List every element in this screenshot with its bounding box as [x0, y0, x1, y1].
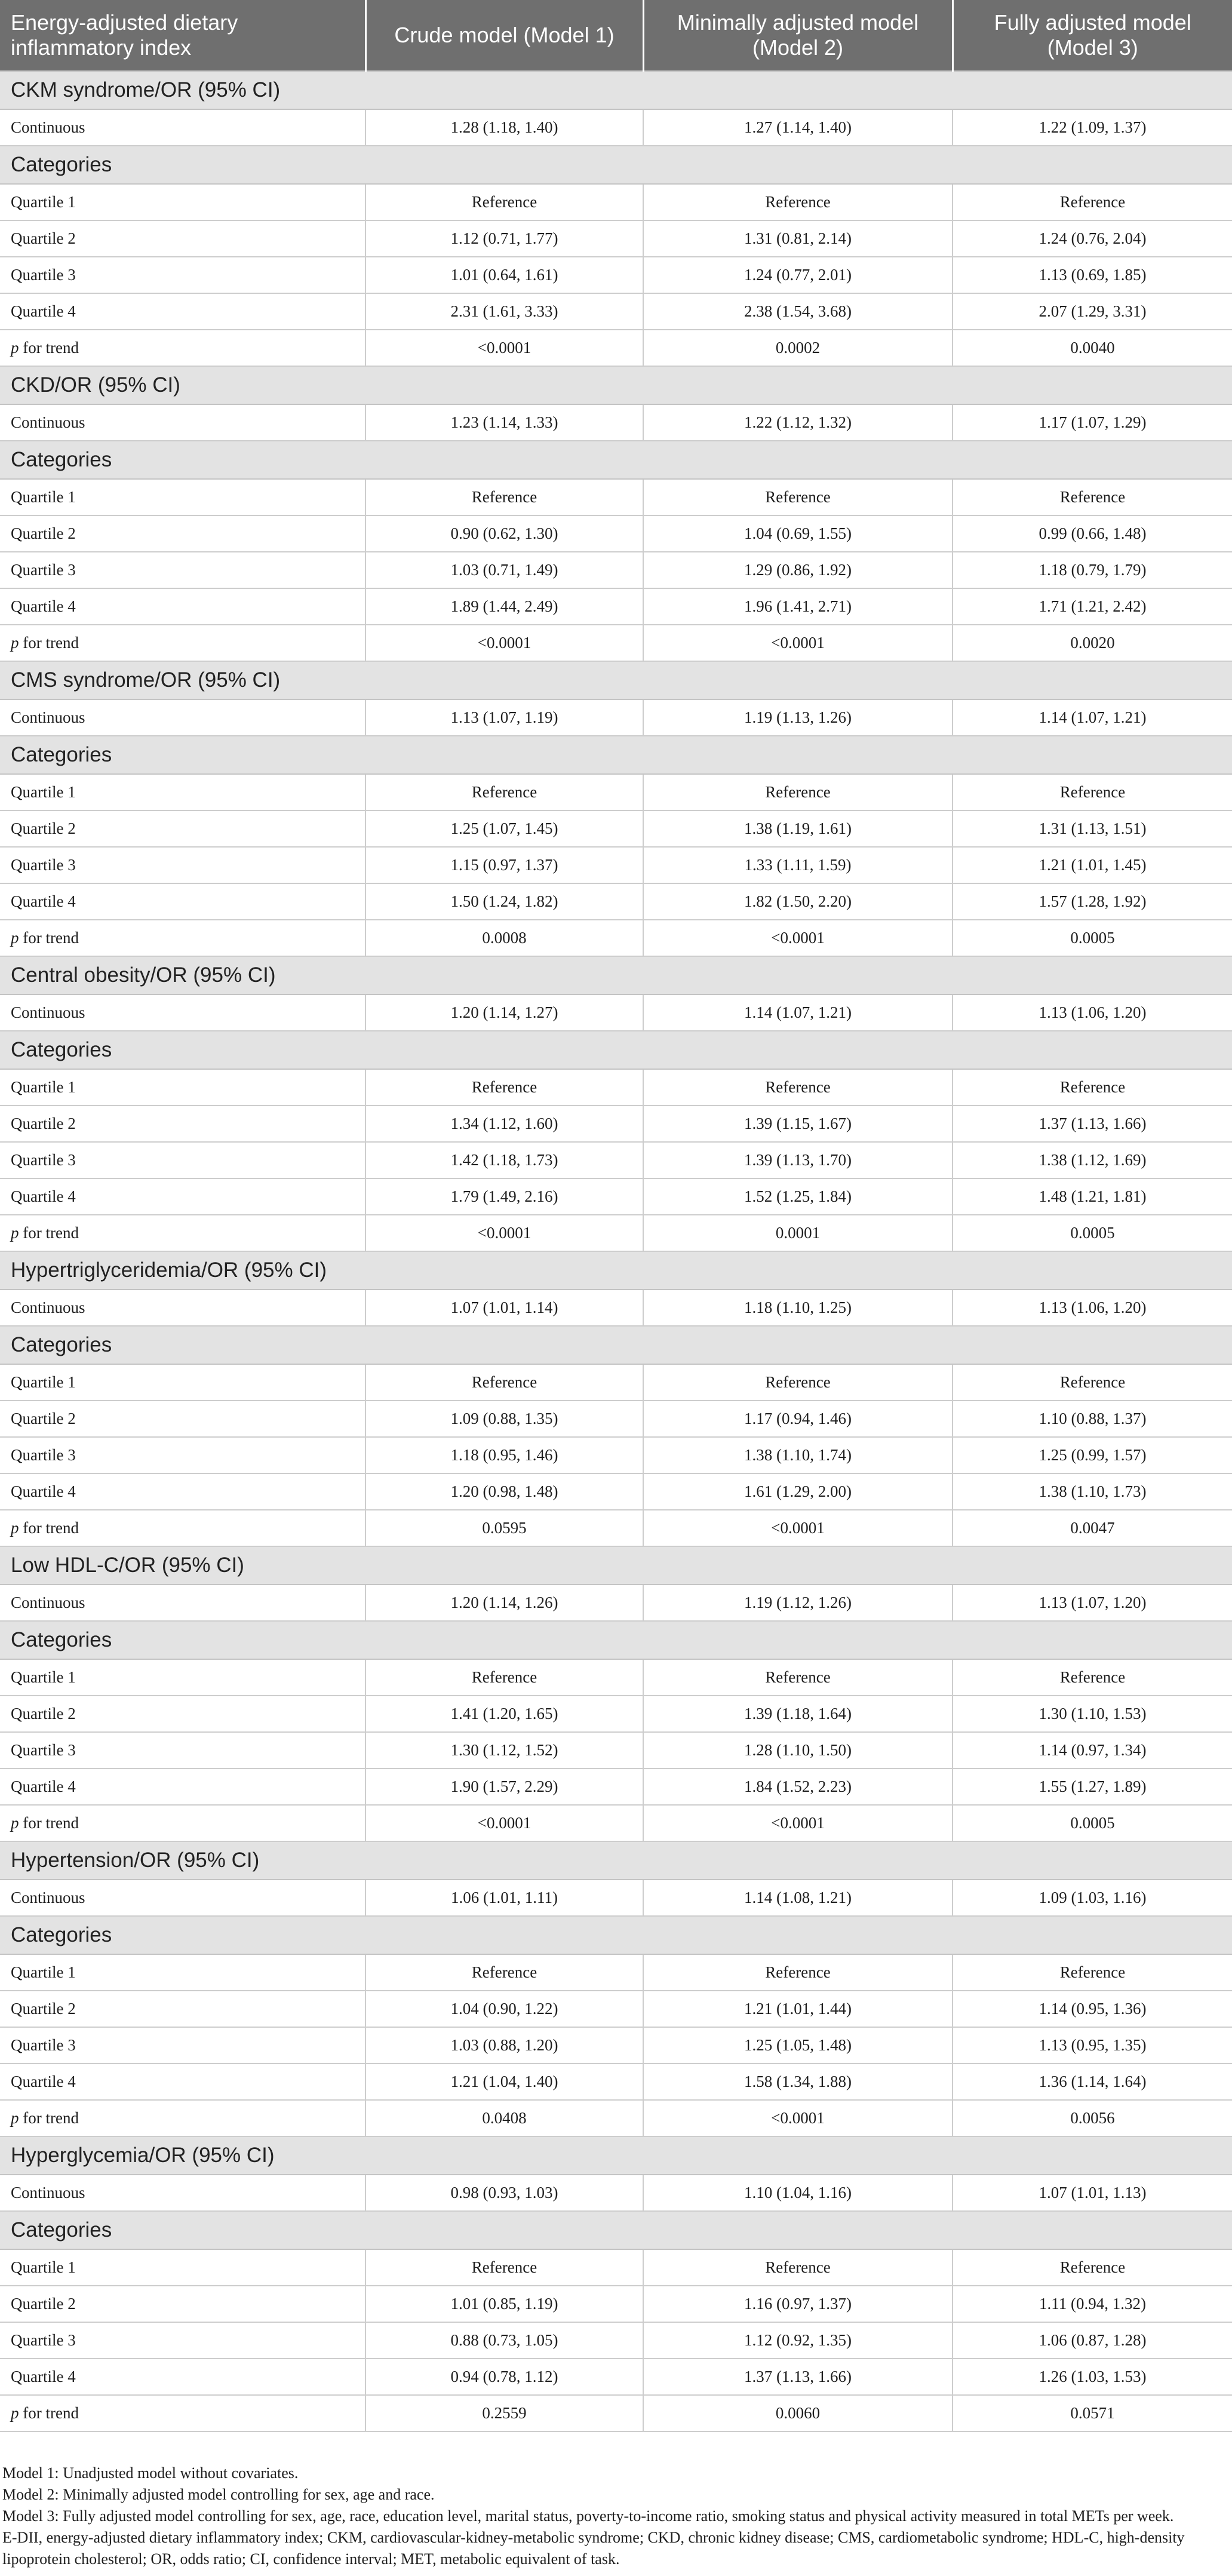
row-label: Continuous	[0, 1289, 365, 1326]
categories-label: Categories	[0, 441, 1232, 479]
table-cell: 1.24 (0.76, 2.04)	[953, 220, 1232, 257]
section-header	[0, 1841, 1232, 1880]
table-row	[0, 847, 1232, 883]
row-label: Continuous	[0, 699, 365, 736]
table-row	[0, 1106, 1232, 1142]
table-cell: 1.84 (1.52, 2.23)	[643, 1768, 953, 1805]
row-label: Quartile 1	[0, 1069, 365, 1106]
table-row	[0, 1768, 1232, 1805]
table-cell: 1.31 (1.13, 1.51)	[953, 810, 1232, 847]
categories-header	[0, 1031, 1232, 1069]
table-cell: 1.17 (1.07, 1.29)	[953, 404, 1232, 441]
table-row	[0, 994, 1232, 1031]
table-cell: 1.82 (1.50, 2.20)	[643, 883, 953, 920]
table-row	[0, 1401, 1232, 1437]
p-symbol: p	[11, 339, 19, 357]
table-row	[0, 293, 1232, 330]
table-cell: 1.14 (1.08, 1.21)	[643, 1880, 953, 1916]
table-cell: 1.33 (1.11, 1.59)	[643, 847, 953, 883]
section-title: CKD/OR (95% CI)	[0, 366, 1232, 404]
table-cell: 1.13 (1.07, 1.19)	[365, 699, 643, 736]
table-cell: 1.41 (1.20, 1.65)	[365, 1696, 643, 1732]
table-row	[0, 2359, 1232, 2395]
table-cell: 1.14 (1.07, 1.21)	[953, 699, 1232, 736]
row-label: Quartile 4	[0, 2359, 365, 2395]
table-cell: Reference	[953, 1659, 1232, 1696]
row-label: Quartile 3	[0, 2322, 365, 2359]
categories-label: Categories	[0, 2211, 1232, 2249]
table-cell: <0.0001	[365, 330, 643, 366]
table-cell: 1.07 (1.01, 1.13)	[953, 2175, 1232, 2211]
table-cell: <0.0001	[365, 625, 643, 661]
table-cell: 1.23 (1.14, 1.33)	[365, 404, 643, 441]
table-cell: Reference	[643, 774, 953, 810]
table-cell: 1.37 (1.13, 1.66)	[643, 2359, 953, 2395]
table-cell: Reference	[365, 1659, 643, 1696]
table-cell: 1.13 (0.69, 1.85)	[953, 257, 1232, 293]
table-cell: 0.0595	[365, 1510, 643, 1546]
table-cell: 0.0001	[643, 1215, 953, 1251]
table-cell: 1.04 (0.69, 1.55)	[643, 515, 953, 552]
table-cell: 1.57 (1.28, 1.92)	[953, 883, 1232, 920]
table-cell: <0.0001	[365, 1215, 643, 1251]
section-title: Low HDL-C/OR (95% CI)	[0, 1546, 1232, 1585]
table-cell: 1.15 (0.97, 1.37)	[365, 847, 643, 883]
table-cell: 1.25 (1.05, 1.48)	[643, 2027, 953, 2064]
p-trend-label: for trend	[23, 1224, 79, 1242]
section-title: Central obesity/OR (95% CI)	[0, 956, 1232, 994]
categories-label: Categories	[0, 1916, 1232, 1954]
section-header	[0, 366, 1232, 404]
row-label: Continuous	[0, 404, 365, 441]
table-cell: Reference	[365, 184, 643, 220]
table-cell: 1.21 (1.04, 1.40)	[365, 2064, 643, 2100]
table-cell: Reference	[953, 184, 1232, 220]
table-cell: <0.0001	[643, 625, 953, 661]
table-cell: 1.22 (1.12, 1.32)	[643, 404, 953, 441]
row-label: Quartile 2	[0, 515, 365, 552]
categories-label: Categories	[0, 146, 1232, 184]
table-cell: 1.55 (1.27, 1.89)	[953, 1768, 1232, 1805]
table-cell: 1.18 (0.95, 1.46)	[365, 1437, 643, 1473]
table-cell: 0.0047	[953, 1510, 1232, 1546]
row-label	[0, 2395, 365, 2431]
table-cell: 1.36 (1.14, 1.64)	[953, 2064, 1232, 2100]
row-label: Continuous	[0, 109, 365, 146]
categories-header	[0, 736, 1232, 774]
table-cell: 1.30 (1.12, 1.52)	[365, 1732, 643, 1768]
row-label: Continuous	[0, 1880, 365, 1916]
table-cell: 2.38 (1.54, 3.68)	[643, 293, 953, 330]
table-cell: Reference	[643, 479, 953, 515]
table-cell: Reference	[643, 1954, 953, 1991]
row-label: Quartile 1	[0, 774, 365, 810]
row-label: Quartile 4	[0, 1473, 365, 1510]
table-cell: 0.0005	[953, 1215, 1232, 1251]
table-cell: 0.0571	[953, 2395, 1232, 2431]
table-cell: 1.31 (0.81, 2.14)	[643, 220, 953, 257]
table-cell: 1.96 (1.41, 2.71)	[643, 588, 953, 625]
table-cell: 1.20 (0.98, 1.48)	[365, 1473, 643, 1510]
row-label	[0, 1510, 365, 1546]
section-header	[0, 956, 1232, 994]
row-label: Quartile 3	[0, 1437, 365, 1473]
row-label	[0, 2100, 365, 2136]
p-symbol: p	[11, 929, 19, 947]
section-header	[0, 661, 1232, 699]
table-cell: 0.0002	[643, 330, 953, 366]
p-trend-row	[0, 330, 1232, 366]
table-cell: 1.13 (1.06, 1.20)	[953, 1289, 1232, 1326]
table-row	[0, 774, 1232, 810]
table-cell: Reference	[953, 774, 1232, 810]
row-label: Quartile 1	[0, 184, 365, 220]
table-cell: 0.0056	[953, 2100, 1232, 2136]
table-cell: 1.13 (1.07, 1.20)	[953, 1585, 1232, 1621]
table-row	[0, 1364, 1232, 1401]
table-cell: Reference	[643, 1364, 953, 1401]
categories-header	[0, 1621, 1232, 1659]
table-row	[0, 1954, 1232, 1991]
table-cell: <0.0001	[643, 1510, 953, 1546]
table-cell: 1.28 (1.10, 1.50)	[643, 1732, 953, 1768]
row-label: Quartile 2	[0, 1991, 365, 2027]
categories-header	[0, 441, 1232, 479]
table-cell: 1.12 (0.92, 1.35)	[643, 2322, 953, 2359]
table-row	[0, 2286, 1232, 2322]
p-trend-row	[0, 625, 1232, 661]
table-cell: 2.07 (1.29, 3.31)	[953, 293, 1232, 330]
table-cell: 1.25 (0.99, 1.57)	[953, 1437, 1232, 1473]
table-cell: 1.19 (1.13, 1.26)	[643, 699, 953, 736]
row-label: Quartile 1	[0, 1364, 365, 1401]
table-header	[0, 0, 1232, 71]
row-label: Quartile 4	[0, 1768, 365, 1805]
table-row	[0, 699, 1232, 736]
section-header	[0, 1251, 1232, 1289]
table-cell: Reference	[643, 184, 953, 220]
table-row	[0, 1289, 1232, 1326]
table-row	[0, 1696, 1232, 1732]
table-cell: <0.0001	[365, 1805, 643, 1841]
row-label: Quartile 3	[0, 2027, 365, 2064]
table-cell: 0.90 (0.62, 1.30)	[365, 515, 643, 552]
table-row	[0, 1991, 1232, 2027]
header-model-1: Crude model (Model 1)	[365, 0, 643, 71]
footnote: E-DII, energy-adjusted dietary inflammatory index; CKM, cardiovascular-kidney-metabolic syndrome; CKD, chronic kidney disease; CMS, cardiometabolic syndrome; HDL-C, high-density lipoprotein cholesterol; OR, odds ratio; CI, confidence interval; MET, metabolic equivalent of task.	[2, 2529, 1185, 2568]
table-row	[0, 109, 1232, 146]
table-cell: Reference	[643, 1659, 953, 1696]
table-cell: 1.20 (1.14, 1.27)	[365, 994, 643, 1031]
table-row	[0, 1880, 1232, 1916]
table-cell: 1.21 (1.01, 1.44)	[643, 1991, 953, 2027]
table-cell: 0.0060	[643, 2395, 953, 2431]
p-symbol: p	[11, 1814, 19, 1832]
p-trend-row	[0, 920, 1232, 956]
footnote: Model 2: Minimally adjusted model controlling for sex, age and race.	[2, 2486, 435, 2503]
table-cell: 1.89 (1.44, 2.49)	[365, 588, 643, 625]
row-label: Quartile 2	[0, 1106, 365, 1142]
p-trend-label: for trend	[23, 2109, 79, 2127]
p-trend-row	[0, 1805, 1232, 1841]
row-label: Quartile 3	[0, 552, 365, 588]
section-title: CKM syndrome/OR (95% CI)	[0, 71, 1232, 109]
categories-header	[0, 146, 1232, 184]
table-cell: Reference	[365, 1364, 643, 1401]
table-cell: 1.37 (1.13, 1.66)	[953, 1106, 1232, 1142]
p-symbol: p	[11, 2404, 19, 2422]
section-title: Hypertriglyceridemia/OR (95% CI)	[0, 1251, 1232, 1289]
table-cell: Reference	[953, 1364, 1232, 1401]
row-label: Quartile 2	[0, 220, 365, 257]
table-cell: 1.38 (1.19, 1.61)	[643, 810, 953, 847]
categories-label: Categories	[0, 1326, 1232, 1364]
row-label: Quartile 1	[0, 1659, 365, 1696]
table-cell: 1.03 (0.88, 1.20)	[365, 2027, 643, 2064]
table-row	[0, 810, 1232, 847]
categories-label: Categories	[0, 1621, 1232, 1659]
table-cell: 0.88 (0.73, 1.05)	[365, 2322, 643, 2359]
table-cell: 1.38 (1.10, 1.73)	[953, 1473, 1232, 1510]
section-header	[0, 71, 1232, 109]
row-label: Quartile 4	[0, 2064, 365, 2100]
table-cell: 1.20 (1.14, 1.26)	[365, 1585, 643, 1621]
p-trend-label: for trend	[23, 2404, 79, 2422]
p-symbol: p	[11, 2109, 19, 2127]
table-cell: Reference	[953, 1069, 1232, 1106]
table-cell: 1.61 (1.29, 2.00)	[643, 1473, 953, 1510]
table-cell: Reference	[643, 1069, 953, 1106]
table-cell: Reference	[953, 1954, 1232, 1991]
p-trend-label: for trend	[23, 1814, 79, 1832]
table-cell: 1.04 (0.90, 1.22)	[365, 1991, 643, 2027]
table-cell: 1.42 (1.18, 1.73)	[365, 1142, 643, 1178]
table-row	[0, 1659, 1232, 1696]
p-trend-row	[0, 2395, 1232, 2431]
table-cell: Reference	[953, 479, 1232, 515]
section-title: CMS syndrome/OR (95% CI)	[0, 661, 1232, 699]
p-trend-label: for trend	[23, 929, 79, 947]
table-cell: 1.19 (1.12, 1.26)	[643, 1585, 953, 1621]
categories-header	[0, 1916, 1232, 1954]
row-label: Quartile 4	[0, 1178, 365, 1215]
table-row	[0, 257, 1232, 293]
row-label: Quartile 1	[0, 2249, 365, 2286]
table-cell: 1.90 (1.57, 2.29)	[365, 1768, 643, 1805]
table-cell: 0.98 (0.93, 1.03)	[365, 2175, 643, 2211]
row-label: Quartile 3	[0, 1732, 365, 1768]
table-row	[0, 1437, 1232, 1473]
p-trend-label: for trend	[23, 1519, 79, 1537]
table-cell: 1.09 (1.03, 1.16)	[953, 1880, 1232, 1916]
section-header	[0, 1546, 1232, 1585]
table-cell: 1.17 (0.94, 1.46)	[643, 1401, 953, 1437]
table-row	[0, 2249, 1232, 2286]
table-cell: <0.0001	[643, 1805, 953, 1841]
row-label	[0, 625, 365, 661]
row-label: Quartile 3	[0, 847, 365, 883]
row-label: Quartile 2	[0, 2286, 365, 2322]
table-cell: 1.01 (0.85, 1.19)	[365, 2286, 643, 2322]
table-cell: 1.27 (1.14, 1.40)	[643, 109, 953, 146]
table-cell: 0.0008	[365, 920, 643, 956]
footnote: Model 3: Fully adjusted model controlling for sex, age, race, education level, marital status, poverty-to-income ratio, smoking status and physical activity measured in total METs per week.	[2, 2507, 1174, 2525]
row-label: Continuous	[0, 994, 365, 1031]
table-cell: 1.25 (1.07, 1.45)	[365, 810, 643, 847]
table-cell: 0.94 (0.78, 1.12)	[365, 2359, 643, 2395]
table-row	[0, 2064, 1232, 2100]
table-cell: 0.99 (0.66, 1.48)	[953, 515, 1232, 552]
row-label	[0, 330, 365, 366]
table-cell: 1.14 (0.97, 1.34)	[953, 1732, 1232, 1768]
table-cell: 0.0005	[953, 1805, 1232, 1841]
categories-header	[0, 1326, 1232, 1364]
header-model-2: Minimally adjusted model (Model 2)	[643, 0, 953, 71]
table-body	[0, 71, 1232, 2431]
table-row	[0, 1142, 1232, 1178]
row-label: Quartile 4	[0, 883, 365, 920]
table-cell: <0.0001	[643, 920, 953, 956]
row-label: Quartile 3	[0, 1142, 365, 1178]
table-cell: Reference	[365, 1954, 643, 1991]
row-label: Quartile 1	[0, 479, 365, 515]
table-cell: 1.10 (0.88, 1.37)	[953, 1401, 1232, 1437]
section-header	[0, 2136, 1232, 2175]
row-label: Quartile 2	[0, 810, 365, 847]
table-cell: 1.18 (0.79, 1.79)	[953, 552, 1232, 588]
table-cell: Reference	[365, 1069, 643, 1106]
row-label	[0, 1215, 365, 1251]
table-cell: 1.29 (0.86, 1.92)	[643, 552, 953, 588]
table-cell: 1.38 (1.12, 1.69)	[953, 1142, 1232, 1178]
table-row	[0, 1069, 1232, 1106]
table-cell: Reference	[953, 2249, 1232, 2286]
table-cell: 1.14 (1.07, 1.21)	[643, 994, 953, 1031]
section-title: Hyperglycemia/OR (95% CI)	[0, 2136, 1232, 2175]
row-label: Continuous	[0, 2175, 365, 2211]
table-cell: 1.14 (0.95, 1.36)	[953, 1991, 1232, 2027]
table-cell: 1.39 (1.15, 1.67)	[643, 1106, 953, 1142]
table-cell: 1.07 (1.01, 1.14)	[365, 1289, 643, 1326]
table-row	[0, 883, 1232, 920]
table-cell: Reference	[365, 2249, 643, 2286]
table-cell: <0.0001	[643, 2100, 953, 2136]
table-row	[0, 479, 1232, 515]
categories-label: Categories	[0, 1031, 1232, 1069]
table-cell: 1.10 (1.04, 1.16)	[643, 2175, 953, 2211]
table-cell: 1.22 (1.09, 1.37)	[953, 109, 1232, 146]
table-cell: 1.06 (1.01, 1.11)	[365, 1880, 643, 1916]
row-label: Quartile 4	[0, 588, 365, 625]
table-row	[0, 184, 1232, 220]
section-title: Hypertension/OR (95% CI)	[0, 1841, 1232, 1880]
p-trend-row	[0, 1215, 1232, 1251]
table-cell: 1.03 (0.71, 1.49)	[365, 552, 643, 588]
table-cell: 1.30 (1.10, 1.53)	[953, 1696, 1232, 1732]
table-cell: 1.48 (1.21, 1.81)	[953, 1178, 1232, 1215]
p-trend-row	[0, 2100, 1232, 2136]
table-cell: Reference	[365, 479, 643, 515]
categories-label: Categories	[0, 736, 1232, 774]
table-cell: 1.79 (1.49, 2.16)	[365, 1178, 643, 1215]
table-cell: 1.24 (0.77, 2.01)	[643, 257, 953, 293]
p-symbol: p	[11, 1224, 19, 1242]
p-trend-row	[0, 1510, 1232, 1546]
row-label	[0, 1805, 365, 1841]
table-row	[0, 552, 1232, 588]
table-cell: 1.13 (1.06, 1.20)	[953, 994, 1232, 1031]
table-cell: 0.0020	[953, 625, 1232, 661]
table-cell: 0.0408	[365, 2100, 643, 2136]
footnotes	[0, 2463, 1221, 2570]
table-cell: Reference	[643, 2249, 953, 2286]
table-cell: 1.39 (1.18, 1.64)	[643, 1696, 953, 1732]
p-symbol: p	[11, 1519, 19, 1537]
table-cell: 0.2559	[365, 2395, 643, 2431]
table-cell: 1.11 (0.94, 1.32)	[953, 2286, 1232, 2322]
table-cell: 1.58 (1.34, 1.88)	[643, 2064, 953, 2100]
table-cell: 1.39 (1.13, 1.70)	[643, 1142, 953, 1178]
table-row	[0, 2027, 1232, 2064]
table-row	[0, 1178, 1232, 1215]
table-row	[0, 220, 1232, 257]
table-cell: 1.13 (0.95, 1.35)	[953, 2027, 1232, 2064]
table-cell: 1.06 (0.87, 1.28)	[953, 2322, 1232, 2359]
categories-header	[0, 2211, 1232, 2249]
p-trend-label: for trend	[23, 634, 79, 652]
footnote: Model 1: Unadjusted model without covariates.	[2, 2464, 299, 2482]
p-trend-label: for trend	[23, 339, 79, 357]
table-cell: 1.12 (0.71, 1.77)	[365, 220, 643, 257]
table-cell: 2.31 (1.61, 3.33)	[365, 293, 643, 330]
table-cell: 1.21 (1.01, 1.45)	[953, 847, 1232, 883]
row-label: Quartile 1	[0, 1954, 365, 1991]
table-cell: 1.50 (1.24, 1.82)	[365, 883, 643, 920]
table-row	[0, 1585, 1232, 1621]
header-model-3: Fully adjusted model (Model 3)	[953, 0, 1232, 71]
table-cell: 1.52 (1.25, 1.84)	[643, 1178, 953, 1215]
table-cell: 1.09 (0.88, 1.35)	[365, 1401, 643, 1437]
table-cell: 1.71 (1.21, 2.42)	[953, 588, 1232, 625]
table-cell: 1.01 (0.64, 1.61)	[365, 257, 643, 293]
table-row	[0, 2322, 1232, 2359]
table-cell: 1.18 (1.10, 1.25)	[643, 1289, 953, 1326]
row-label: Quartile 4	[0, 293, 365, 330]
table-row	[0, 1473, 1232, 1510]
table-row	[0, 404, 1232, 441]
row-label	[0, 920, 365, 956]
table-cell: 0.0040	[953, 330, 1232, 366]
table-cell: Reference	[365, 774, 643, 810]
table-row	[0, 2175, 1232, 2211]
table-row	[0, 1732, 1232, 1768]
p-symbol: p	[11, 634, 19, 652]
table-cell: 1.28 (1.18, 1.40)	[365, 109, 643, 146]
table-cell: 1.34 (1.12, 1.60)	[365, 1106, 643, 1142]
row-label: Continuous	[0, 1585, 365, 1621]
table-cell: 1.16 (0.97, 1.37)	[643, 2286, 953, 2322]
table-row	[0, 515, 1232, 552]
table-row	[0, 588, 1232, 625]
row-label: Quartile 3	[0, 257, 365, 293]
table-cell: 1.38 (1.10, 1.74)	[643, 1437, 953, 1473]
row-label: Quartile 2	[0, 1401, 365, 1437]
header-index: Energy-adjusted dietary inflammatory index	[0, 0, 365, 71]
table-cell: 0.0005	[953, 920, 1232, 956]
table-cell: 1.26 (1.03, 1.53)	[953, 2359, 1232, 2395]
row-label: Quartile 2	[0, 1696, 365, 1732]
